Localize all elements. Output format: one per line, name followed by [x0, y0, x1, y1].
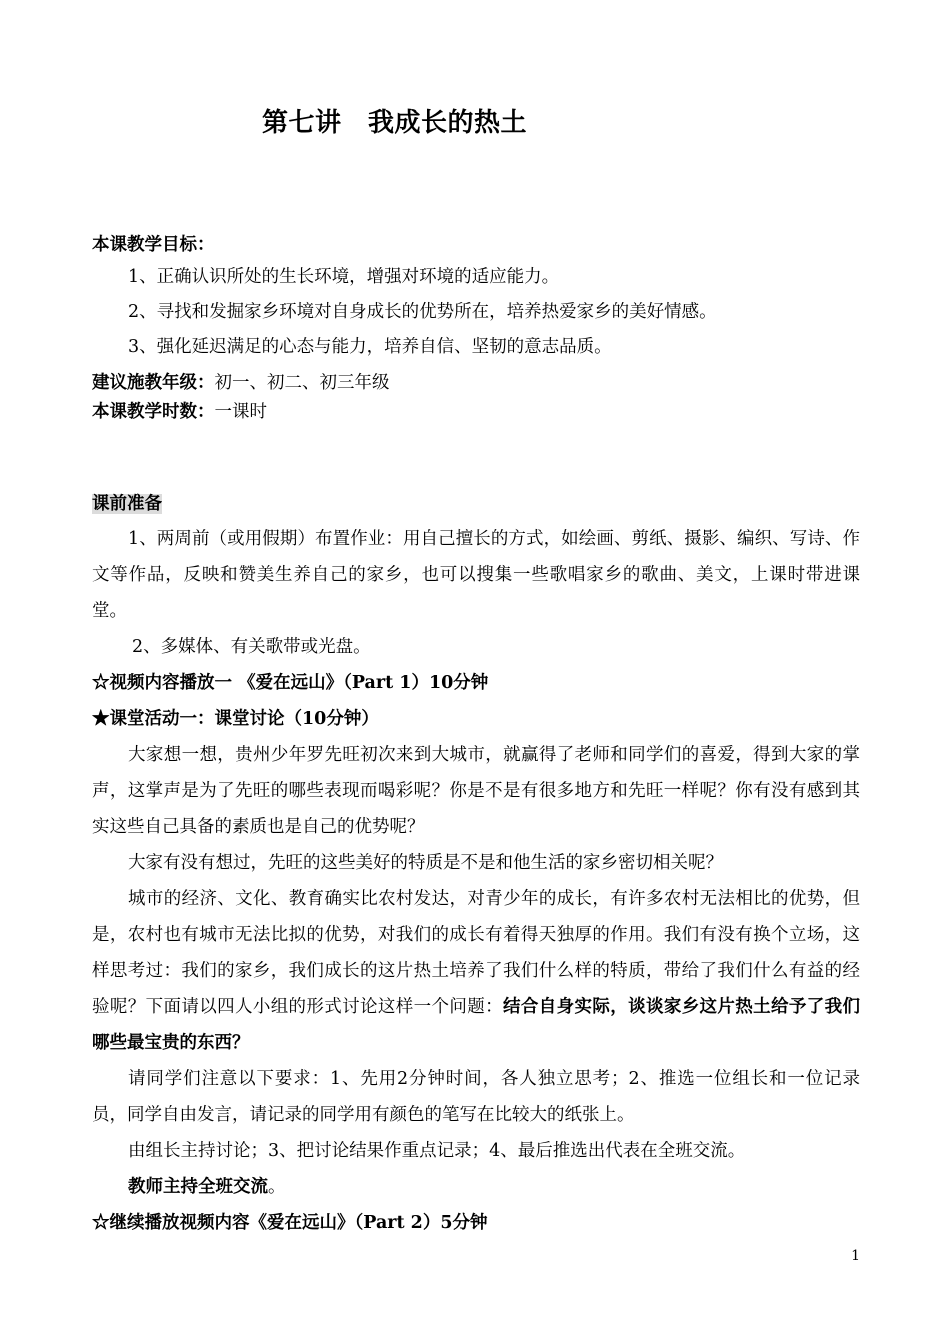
- lesson-title: 第七讲 我成长的热土: [262, 108, 528, 138]
- discussion-paragraph-3-text: 城市的经济、文化、教育确实比农村发达，对青少年的成长，有许多农村无法相比的优势，但是，农村也有城市无法比拟的优势，对我们的成长有着得天独厚的作用。我们有没有换个立场，这样思考过：我们的家乡，我们成长的这片热土培养了我们什么样的特质，带给了我们什么有益的经验呢？下面请以四人小组的形式讨论这样一个问题：: [92, 889, 860, 1017]
- objective-item: 2、寻找和发掘家乡环境对自身成长的优势所在，培养热爱家乡的美好情感。: [128, 302, 717, 322]
- objective-item: 3、强化延迟满足的心态与能力，培养自信、坚韧的意志品质。: [128, 337, 612, 357]
- video-section-2: ☆继续播放视频内容《爱在远山》（Part 2）5分钟: [92, 1213, 488, 1233]
- objective-item: 1、正确认识所处的生长环境，增强对环境的适应能力。: [128, 267, 560, 287]
- document-body: [92, 230, 860, 1241]
- hours-value: 一课时: [214, 402, 267, 422]
- discussion-paragraph-2: 大家有没有想过，先旺的这些美好的特质是不是和他生活的家乡密切相关呢？: [128, 853, 723, 873]
- discussion-question: 结合自身实际，谈谈家乡这片热土给予了我们哪些最宝贵的东西？: [92, 997, 861, 1053]
- teacher-exchange-tail: 。: [268, 1177, 286, 1197]
- discussion-paragraph-1: 大家想一想，贵州少年罗先旺初次来到大城市，就赢得了老师和同学们的喜爱，得到大家的掌声，这掌声是为了先旺的哪些表现而喝彩呢？你是不是有很多地方和先旺一样呢？你有没有感到其实这些自己具备的素质也是自己的优势呢？: [92, 745, 860, 837]
- hours-label: 本课教学时数：: [92, 402, 215, 422]
- requirements-paragraph: 请同学们注意以下要求：1、先用2分钟时间，各人独立思考；2、推选一位组长和一位记录员，同学自由发言，请记录的同学用有颜色的笔写在比较大的纸张上。: [92, 1069, 860, 1125]
- teacher-exchange: [92, 1169, 860, 1205]
- grade-value: 初一、初二、初三年级: [214, 373, 390, 393]
- requirements-continued: 由组长主持讨论；3、把讨论结果作重点记录；4、最后推选出代表在全班交流。: [128, 1141, 746, 1161]
- prep-item-2: 2、多媒体、有关歌带或光盘。: [132, 637, 371, 657]
- video-section-1: ☆视频内容播放一 《爱在远山》（Part 1）10分钟: [92, 673, 489, 693]
- hours-row: [92, 398, 860, 427]
- teacher-exchange-text: 教师主持全班交流: [128, 1177, 268, 1197]
- objectives-heading: 本课教学目标：: [92, 235, 215, 255]
- grade-label: 建议施教年级：: [92, 373, 215, 393]
- prep-heading: [92, 489, 860, 519]
- prep-heading-text: 课前准备: [92, 494, 162, 514]
- grade-row: [92, 369, 860, 398]
- activity-section-1: ★课堂活动一：课堂讨论（10分钟）: [92, 709, 379, 729]
- page-number: 1: [851, 1248, 860, 1264]
- discussion-paragraph-3: [92, 881, 860, 1061]
- prep-item-1: 1、两周前（或用假期）布置作业：用自己擅长的方式，如绘画、剪纸、摄影、编织、写诗、作文等作品，反映和赞美生养自己的家乡，也可以搜集一些歌唱家乡的歌曲、美文，上课时带进课堂。: [92, 529, 860, 621]
